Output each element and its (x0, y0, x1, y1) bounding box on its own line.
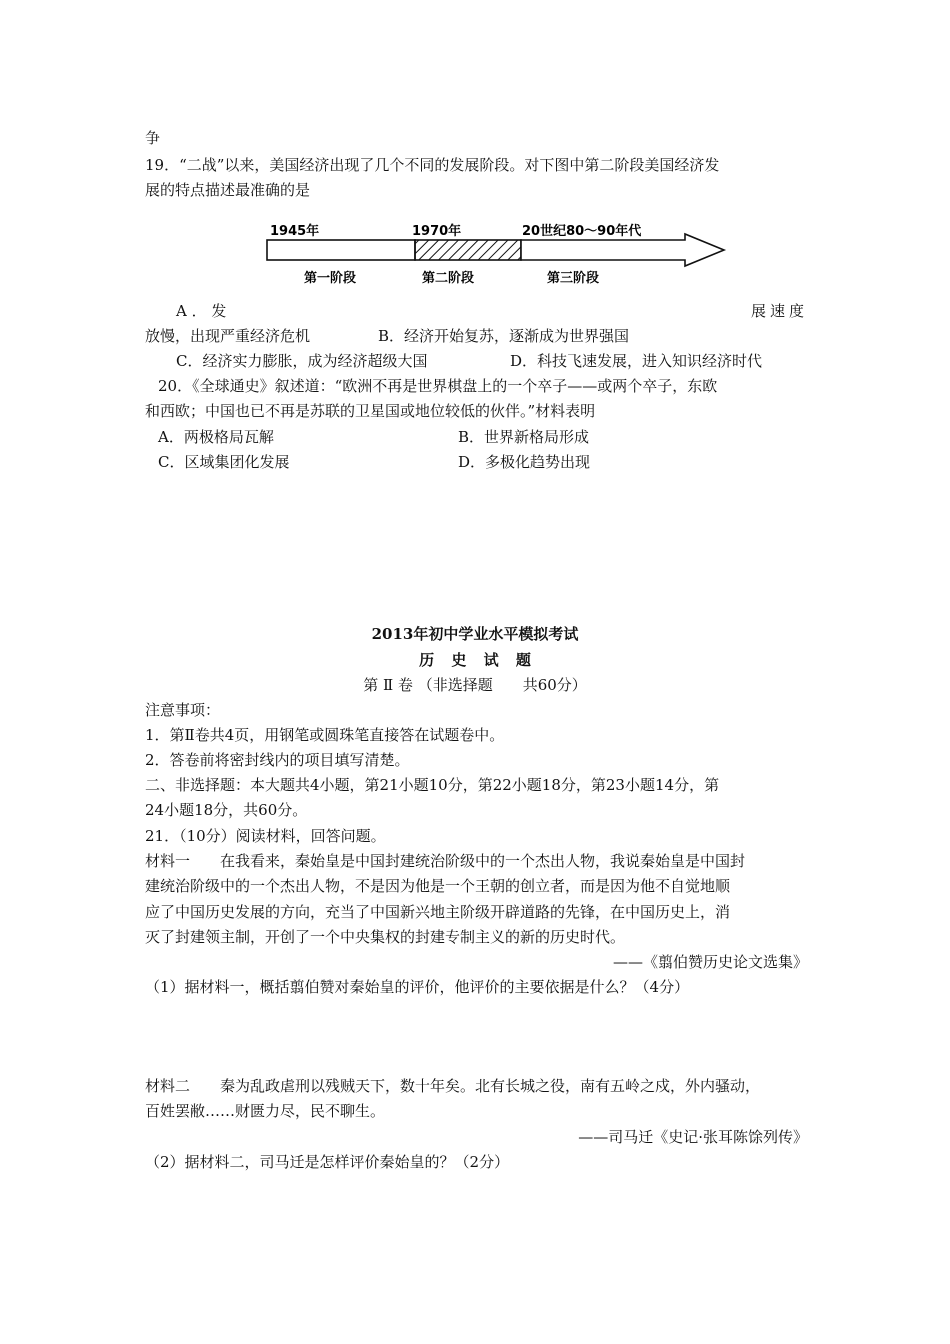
q19-option-a-end: 展速度 (750, 302, 808, 320)
q19-stem-line2: 展的特点描述最准确的是 (145, 181, 311, 199)
q21-sub2: （2）据材料二，司马迁是怎样评价秦始皇的？（2分） (145, 1153, 510, 1171)
exam-volume: 第 Ⅱ 卷 （非选择题 共60分） (363, 676, 587, 694)
label-1945: 1945年 (270, 224, 320, 239)
material1-line1: 材料一 在我看来，秦始皇是中国封建统治阶级中的一个杰出人物，我说秦始皇是中国封 (145, 852, 746, 870)
q21-heading: 21．（10分）阅读材料，回答问题。 (145, 827, 386, 845)
q19-option-c: C．经济实力膨胀，成为经济超级大国 (176, 352, 428, 370)
note-1: 1．第Ⅱ卷共4页，用钢笔或圆珠笔直接答在试题卷中。 (145, 726, 505, 744)
q19-option-a-start: A ． 发 (176, 302, 227, 320)
stage1-bar (267, 240, 415, 260)
q19-stem-line1: 19．“二战”以来，美国经济出现了几个不同的发展阶段。对下图中第二阶段美国经济发 (145, 156, 720, 174)
q20-options-row2 (158, 452, 590, 472)
q20-stem-line1: 20．《全球通史》叙述道：“欧洲不再是世界棋盘上的一个卒子——或两个卒子，东欧 (158, 377, 718, 395)
q19-options-row2 (176, 351, 762, 371)
continuation-char: 争 (145, 129, 161, 147)
q21-sub1: （1）据材料一，概括翦伯赞对秦始皇的评价，他评价的主要依据是什么？（4分） (145, 978, 690, 996)
q19-option-b: B．经济开始复苏，逐渐成为世界强国 (378, 327, 630, 345)
q19-options-row1 (145, 326, 629, 346)
q20-option-a: A．两极格局瓦解 (158, 428, 274, 446)
label-stage1: 第一阶段 (304, 271, 357, 286)
material2-source: ——司马迁《史记·张耳陈馀列传》 (578, 1128, 808, 1146)
q19-option-d: D．科技飞速发展，进入知识经济时代 (510, 352, 763, 370)
material1-source: ——《翦伯赞历史论文选集》 (612, 953, 808, 971)
instruction-line2: 24小题18分，共60分。 (145, 801, 308, 819)
instruction-line1: 二、非选择题：本大题共4小题，第21小题10分，第22小题18分，第23小题14分，第 (145, 776, 720, 794)
q20-option-c: C．区域集团化发展 (158, 453, 290, 471)
timeline-diagram (262, 218, 732, 293)
q20-option-b: B．世界新格局形成 (458, 428, 590, 446)
material1-line4: 灭了封建领主制，开创了一个中央集权的封建专制主义的新的历史时代。 (145, 928, 626, 946)
notes-title: 注意事项： (145, 701, 221, 719)
label-1970: 1970年 (412, 224, 462, 239)
stage2-bar (415, 240, 521, 260)
label-stage2: 第二阶段 (422, 271, 475, 286)
note-2: 2．答卷前将密封线内的项目填写清楚。 (145, 751, 410, 769)
q20-option-d: D．多极化趋势出现 (458, 453, 591, 471)
exam-subject: 历 史 试 题 (419, 651, 531, 669)
q20-options-row1 (158, 427, 589, 447)
q19-option-a-cont: 放慢，出现严重经济危机 (145, 327, 311, 345)
material2-line2: 百姓罢敝……财匮力尽，民不聊生。 (145, 1102, 386, 1120)
exam-title: 2013年初中学业水平模拟考试 (371, 625, 579, 643)
material1-line2: 建统治阶级中的一个杰出人物，不是因为他是一个王朝的创立者，而是因为他不自觉地顺 (145, 877, 731, 895)
label-80-90s: 20世纪80～90年代 (522, 224, 642, 239)
material2-line1: 材料二 秦为乱政虐刑以残贼天下，数十年矣。北有长城之役，南有五岭之戍，外内骚动， (145, 1077, 761, 1095)
material1-line3: 应了中国历史发展的方向，充当了中国新兴地主阶级开辟道路的先锋，在中国历史上，消 (145, 903, 731, 921)
q20-stem-line2: 和西欧；中国也已不再是苏联的卫星国或地位较低的伙伴。”材料表明 (145, 402, 596, 420)
label-stage3: 第三阶段 (547, 271, 600, 286)
